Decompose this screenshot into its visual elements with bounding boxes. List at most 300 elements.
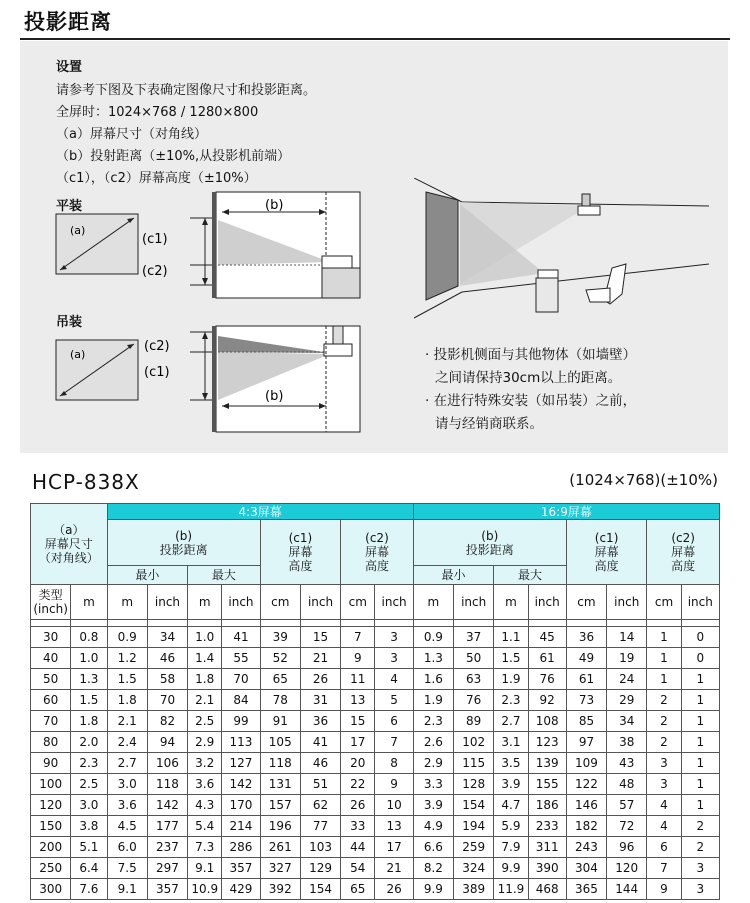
- projection-distance-table: [30, 503, 720, 900]
- col-c1-header-169: (c1) 屏幕 高度: [566, 520, 647, 585]
- table-cell: 1: [681, 732, 719, 753]
- table-cell: 3.2: [188, 753, 222, 774]
- table-cell: 122: [566, 774, 606, 795]
- table-row: [31, 711, 720, 732]
- table-cell: 0: [681, 648, 719, 669]
- table-cell: 9: [341, 648, 375, 669]
- table-cell: 82: [147, 711, 187, 732]
- table-cell: 3: [375, 648, 413, 669]
- setup-line-3: （a）屏幕尺寸（对角线）: [56, 127, 207, 142]
- ceiling-projector-icon: [578, 206, 600, 215]
- floor-edge: [414, 292, 462, 318]
- table-cell: 3: [681, 858, 719, 879]
- table-cell: 1: [681, 690, 719, 711]
- table-cell: 7.3: [188, 837, 222, 858]
- table-cell: 61: [566, 669, 606, 690]
- table-cell: 2: [647, 690, 681, 711]
- table-cell: 6: [647, 837, 681, 858]
- table-cell: 76: [528, 669, 566, 690]
- col-b-header-169: (b) 投影距离: [413, 520, 566, 566]
- table-projector-icon: [538, 270, 558, 278]
- table-cell: 157: [260, 795, 300, 816]
- table-cell: 6.4: [71, 858, 107, 879]
- spacer-cell: [607, 620, 647, 627]
- note-line-2: 之间请保持30cm以上的距离。: [435, 370, 622, 386]
- unit-row: [31, 585, 720, 620]
- table-cell: 105: [260, 732, 300, 753]
- table-cell: 4: [647, 816, 681, 837]
- table-cell: 243: [566, 837, 606, 858]
- table-cell: 4: [375, 669, 413, 690]
- spacer-cell: [31, 620, 71, 627]
- table-cell: 304: [566, 858, 606, 879]
- table-cell: 233: [528, 816, 566, 837]
- ceiling-mount-icon: [333, 326, 343, 344]
- table-cell: 50: [454, 648, 494, 669]
- table-cell: 61: [528, 648, 566, 669]
- table-cell: 2.4: [107, 732, 147, 753]
- table-cell: 99: [222, 711, 260, 732]
- table-row: [31, 837, 720, 858]
- label-b: (b): [265, 389, 284, 404]
- unit-header: inch: [147, 585, 187, 620]
- table-row: [31, 816, 720, 837]
- table-cell: 177: [147, 816, 187, 837]
- table-cell: 70: [222, 669, 260, 690]
- spacer-cell: [454, 620, 494, 627]
- table-cell: 113: [222, 732, 260, 753]
- table-cell: 286: [222, 837, 260, 858]
- table-cell: 103: [300, 837, 340, 858]
- spacer-cell: [107, 620, 147, 627]
- table-cell: 102: [454, 732, 494, 753]
- table-row: [31, 795, 720, 816]
- table-cell: 1.4: [188, 648, 222, 669]
- table-cell: 2.1: [107, 711, 147, 732]
- spacer-cell: [647, 620, 681, 627]
- table-cell: 45: [528, 627, 566, 648]
- min-header-169: 最小: [413, 566, 494, 585]
- table-cell: 5: [375, 690, 413, 711]
- table-cell: 9.1: [107, 879, 147, 900]
- table-cell: 1: [681, 774, 719, 795]
- table-cell: 31: [300, 690, 340, 711]
- table-cell: 46: [147, 648, 187, 669]
- max-header-169: 最大: [494, 566, 567, 585]
- table-cell: 3: [375, 627, 413, 648]
- table-cell: 2.3: [413, 711, 453, 732]
- table-cell: 1: [681, 795, 719, 816]
- table-cell: 97: [566, 732, 606, 753]
- table-cell: 357: [222, 858, 260, 879]
- table-cell: 2.9: [188, 732, 222, 753]
- table-cell: 154: [300, 879, 340, 900]
- table-cell: 6: [375, 711, 413, 732]
- table-cell: 15: [341, 711, 375, 732]
- table-cell: 0: [681, 627, 719, 648]
- note-line-1: · 投影机侧面与其他物体（如墙壁）: [425, 347, 637, 363]
- table-cell: 118: [147, 774, 187, 795]
- table-cell: 44: [341, 837, 375, 858]
- col-c1-header: (c1) 屏幕 高度: [260, 520, 341, 585]
- table-cell: 123: [528, 732, 566, 753]
- table-cell: 10.9: [188, 879, 222, 900]
- table-cell: 182: [566, 816, 606, 837]
- unit-header: inch: [681, 585, 719, 620]
- table-cell: 9.1: [188, 858, 222, 879]
- spacer-cell: [341, 620, 375, 627]
- table-cell: 30: [31, 627, 71, 648]
- table-cell: 142: [222, 774, 260, 795]
- spacer-cell: [71, 620, 107, 627]
- table-cell: 2.3: [494, 690, 528, 711]
- unit-header: m: [107, 585, 147, 620]
- projector-icon: [322, 256, 352, 268]
- table-cell: 57: [607, 795, 647, 816]
- table-cell: 13: [341, 690, 375, 711]
- table-cell: 2: [647, 732, 681, 753]
- table-cell: 170: [222, 795, 260, 816]
- table-cell: 237: [147, 837, 187, 858]
- section-43-header: 4:3屏幕: [107, 504, 413, 520]
- flat-mount-diagram: [50, 190, 370, 310]
- table-cell: 36: [300, 711, 340, 732]
- table-cell: 1.5: [107, 669, 147, 690]
- table-cell: 39: [260, 627, 300, 648]
- projector-icon: [324, 344, 352, 356]
- table-cell: 0.8: [71, 627, 107, 648]
- unit-header: cm: [647, 585, 681, 620]
- table-cell: 90: [31, 753, 71, 774]
- table-cell: 76: [454, 690, 494, 711]
- table-cell: 1.9: [494, 669, 528, 690]
- table-cell: 11: [341, 669, 375, 690]
- table-cell: 1.5: [494, 648, 528, 669]
- spacer-cell: [222, 620, 260, 627]
- table-icon: [322, 268, 360, 298]
- room-illustration: [414, 178, 714, 330]
- spacer-cell: [188, 620, 222, 627]
- label-b: (b): [265, 198, 284, 213]
- table-body: [31, 620, 720, 900]
- table-cell: 3.0: [71, 795, 107, 816]
- spacer-cell: [260, 620, 300, 627]
- table-cell: 2: [647, 711, 681, 732]
- table-cell: 20: [341, 753, 375, 774]
- table-cell: 2: [681, 837, 719, 858]
- table-cell: 154: [454, 795, 494, 816]
- table-cell: 100: [31, 774, 71, 795]
- table-cell: 144: [607, 879, 647, 900]
- arrowhead-icon: [202, 218, 208, 225]
- table-cell: 365: [566, 879, 606, 900]
- arrowhead-icon: [202, 278, 208, 285]
- table-cell: 3.9: [413, 795, 453, 816]
- table-cell: 29: [607, 690, 647, 711]
- unit-header: cm: [341, 585, 375, 620]
- table-cell: 80: [31, 732, 71, 753]
- table-cell: 142: [147, 795, 187, 816]
- setup-line-2: 全屏时：1024×768 / 1280×800: [56, 105, 259, 120]
- table-cell: 48: [607, 774, 647, 795]
- table-cell: 84: [222, 690, 260, 711]
- table-cell: 22: [341, 774, 375, 795]
- table-cell: 1.0: [188, 627, 222, 648]
- unit-header: cm: [260, 585, 300, 620]
- table-cell: 106: [147, 753, 187, 774]
- table-cell: 200: [31, 837, 71, 858]
- unit-header: m: [71, 585, 107, 620]
- table-cell: 1: [681, 711, 719, 732]
- table-cell: 54: [341, 858, 375, 879]
- col-a-header: （a） 屏幕尺寸 （对角线）: [31, 504, 108, 585]
- table-cell: 389: [454, 879, 494, 900]
- setup-line-1: 请参考下图及下表确定图像尺寸和投影距离。: [56, 83, 317, 98]
- table-cell: 4.9: [413, 816, 453, 837]
- table-row: [31, 669, 720, 690]
- table-cell: 1.8: [107, 690, 147, 711]
- table-cell: 3: [647, 753, 681, 774]
- table-cell: 9.9: [413, 879, 453, 900]
- table-cell: 37: [454, 627, 494, 648]
- table-cell: 2: [681, 816, 719, 837]
- table-cell: 7: [375, 732, 413, 753]
- ceiling-mount-icon: [582, 194, 590, 206]
- table-cell: 62: [300, 795, 340, 816]
- table-cell: 214: [222, 816, 260, 837]
- table-cell: 139: [528, 753, 566, 774]
- unit-header: m: [188, 585, 222, 620]
- table-cell: 9: [647, 879, 681, 900]
- table-cell: 390: [528, 858, 566, 879]
- table-cell: 120: [31, 795, 71, 816]
- setup-line-5: （c1），（c2）屏幕高度（±10%）: [56, 171, 257, 186]
- flat-mount-label: 平装: [56, 199, 83, 214]
- table-cell: 4.3: [188, 795, 222, 816]
- table-row: [31, 732, 720, 753]
- table-cell: 40: [31, 648, 71, 669]
- title-rule: [20, 38, 730, 40]
- table-cell: 2.6: [413, 732, 453, 753]
- table-cell: 4.5: [107, 816, 147, 837]
- table-cell: 73: [566, 690, 606, 711]
- spacer-cell: [375, 620, 413, 627]
- table-cell: 1.0: [71, 648, 107, 669]
- table-cell: 127: [222, 753, 260, 774]
- table-cell: 118: [260, 753, 300, 774]
- table-cell: 96: [607, 837, 647, 858]
- ceiling-mount-label: 吊装: [56, 315, 83, 330]
- table-cell: 3.6: [188, 774, 222, 795]
- table-cell: 311: [528, 837, 566, 858]
- table-cell: 194: [454, 816, 494, 837]
- unit-header: cm: [566, 585, 606, 620]
- unit-type-header: 类型 (inch): [31, 585, 71, 620]
- section-169-header: 16:9屏幕: [413, 504, 719, 520]
- table-cell: 2.1: [188, 690, 222, 711]
- table-cell: 70: [31, 711, 71, 732]
- table-cell: 0.9: [413, 627, 453, 648]
- table-cell: 1.8: [188, 669, 222, 690]
- unit-header: inch: [375, 585, 413, 620]
- table-cell: 11.9: [494, 879, 528, 900]
- table-cell: 94: [147, 732, 187, 753]
- table-cell: 14: [607, 627, 647, 648]
- table-cell: 155: [528, 774, 566, 795]
- table-cell: 3.1: [494, 732, 528, 753]
- max-header: 最大: [188, 566, 261, 585]
- table-cell: 2.7: [107, 753, 147, 774]
- table-cell: 259: [454, 837, 494, 858]
- table-cell: 3.5: [494, 753, 528, 774]
- table-cell: 34: [147, 627, 187, 648]
- table-cell: 21: [300, 648, 340, 669]
- table-cell: 13: [375, 816, 413, 837]
- table-row: [31, 690, 720, 711]
- table-cell: 7.9: [494, 837, 528, 858]
- note-line-4: 请与经销商联系。: [435, 416, 543, 432]
- table-cell: 52: [260, 648, 300, 669]
- table-cell: 1.8: [71, 711, 107, 732]
- screen-icon: [426, 192, 458, 300]
- table-cell: 5.4: [188, 816, 222, 837]
- spacer-cell: [413, 620, 453, 627]
- table-cell: 21: [375, 858, 413, 879]
- table-cell: 58: [147, 669, 187, 690]
- table-cell: 1.6: [413, 669, 453, 690]
- col-c2-header: (c2) 屏幕 高度: [341, 520, 414, 585]
- col-c2-header-169: (c2) 屏幕 高度: [647, 520, 720, 585]
- table-cell: 1.9: [413, 690, 453, 711]
- table-cell: 10: [375, 795, 413, 816]
- table-cell: 63: [454, 669, 494, 690]
- table-cell: 26: [375, 879, 413, 900]
- table-cell: 15: [300, 627, 340, 648]
- ceiling-mount-diagram: [50, 320, 370, 440]
- table-row: [31, 858, 720, 879]
- table-cell: 2.0: [71, 732, 107, 753]
- unit-header: inch: [300, 585, 340, 620]
- table-cell: 6.6: [413, 837, 453, 858]
- arrowhead-icon: [202, 332, 208, 339]
- table-cell: 1: [647, 648, 681, 669]
- table-cell: 146: [566, 795, 606, 816]
- table-cell: 17: [341, 732, 375, 753]
- table-icon: [536, 278, 558, 312]
- table-cell: 327: [260, 858, 300, 879]
- setup-line-4: （b）投射距离（±10%,从投影机前端）: [56, 149, 291, 164]
- table-cell: 89: [454, 711, 494, 732]
- spacer-cell: [300, 620, 340, 627]
- spacer-cell: [494, 620, 528, 627]
- table-row: [31, 627, 720, 648]
- table-cell: 36: [566, 627, 606, 648]
- table-cell: 85: [566, 711, 606, 732]
- spacer-cell: [681, 620, 719, 627]
- table-row: [31, 753, 720, 774]
- table-cell: 324: [454, 858, 494, 879]
- label-c2: (c2): [142, 264, 168, 279]
- unit-header: m: [494, 585, 528, 620]
- spacer-cell: [528, 620, 566, 627]
- table-cell: 9: [375, 774, 413, 795]
- table-cell: 7.6: [71, 879, 107, 900]
- table-cell: 70: [147, 690, 187, 711]
- table-cell: 129: [300, 858, 340, 879]
- table-cell: 115: [454, 753, 494, 774]
- screen-wall: [212, 192, 216, 298]
- table-cell: 5.1: [71, 837, 107, 858]
- table-cell: 46: [300, 753, 340, 774]
- table-cell: 3: [647, 774, 681, 795]
- label-c1: (c1): [144, 365, 170, 380]
- table-cell: 186: [528, 795, 566, 816]
- min-header: 最小: [107, 566, 188, 585]
- table-cell: 1: [647, 669, 681, 690]
- table-cell: 1: [681, 753, 719, 774]
- page-title: 投影距离: [24, 10, 112, 34]
- table-cell: 51: [300, 774, 340, 795]
- table-cell: 77: [300, 816, 340, 837]
- resolution-note: (1024×768)(±10%): [569, 471, 718, 489]
- table-cell: 3.0: [107, 774, 147, 795]
- label-c2: (c2): [144, 339, 170, 354]
- table-cell: 196: [260, 816, 300, 837]
- table-cell: 8: [375, 753, 413, 774]
- table-cell: 109: [566, 753, 606, 774]
- spacer-row: [31, 620, 720, 627]
- table-cell: 392: [260, 879, 300, 900]
- unit-header: m: [413, 585, 453, 620]
- unit-header: inch: [528, 585, 566, 620]
- table-cell: 3: [681, 879, 719, 900]
- table-cell: 3.3: [413, 774, 453, 795]
- table-cell: 24: [607, 669, 647, 690]
- col-b-header: (b) 投影距离: [107, 520, 260, 566]
- table-cell: 7: [341, 627, 375, 648]
- table-cell: 43: [607, 753, 647, 774]
- table-cell: 91: [260, 711, 300, 732]
- table-cell: 1.1: [494, 627, 528, 648]
- table-cell: 468: [528, 879, 566, 900]
- unit-header: inch: [607, 585, 647, 620]
- table-cell: 4.7: [494, 795, 528, 816]
- table-cell: 92: [528, 690, 566, 711]
- table-cell: 150: [31, 816, 71, 837]
- table-cell: 429: [222, 879, 260, 900]
- label-a: (a): [70, 224, 86, 237]
- note-line-3: · 在进行特殊安装（如吊装）之前，: [425, 393, 637, 409]
- setup-heading: 设置: [56, 60, 83, 75]
- table-cell: 250: [31, 858, 71, 879]
- table-cell: 41: [222, 627, 260, 648]
- table-cell: 1: [681, 669, 719, 690]
- table-cell: 55: [222, 648, 260, 669]
- chair-seat-icon: [586, 288, 610, 302]
- table-cell: 65: [260, 669, 300, 690]
- table-cell: 50: [31, 669, 71, 690]
- table-cell: 297: [147, 858, 187, 879]
- table-cell: 49: [566, 648, 606, 669]
- table-cell: 33: [341, 816, 375, 837]
- table-cell: 0.9: [107, 627, 147, 648]
- table-cell: 2.5: [188, 711, 222, 732]
- table-cell: 131: [260, 774, 300, 795]
- table-cell: 41: [300, 732, 340, 753]
- table-cell: 9.9: [494, 858, 528, 879]
- table-cell: 5.9: [494, 816, 528, 837]
- table-cell: 38: [607, 732, 647, 753]
